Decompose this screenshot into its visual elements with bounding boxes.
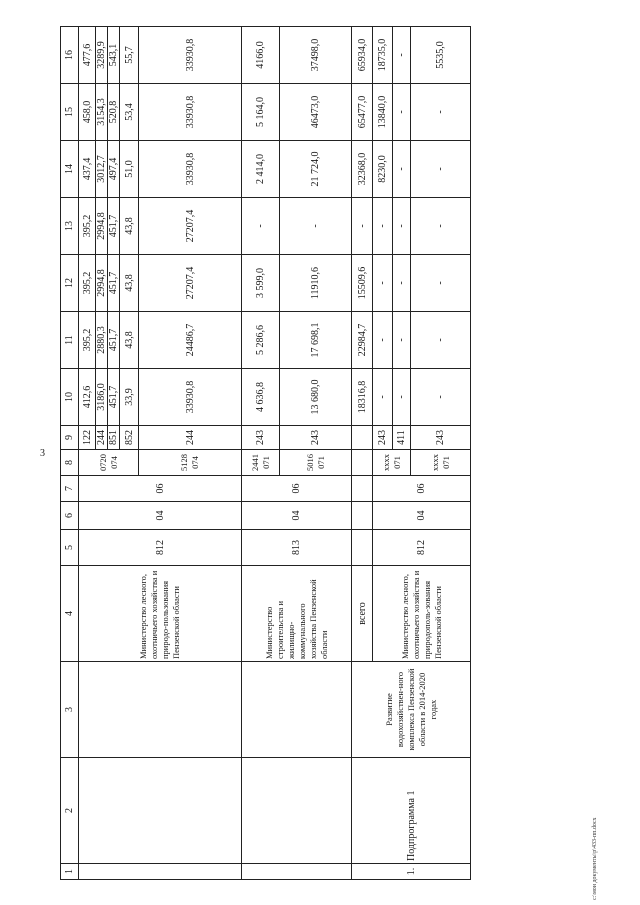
value: 27207,4 xyxy=(139,198,242,255)
code-type: 411 xyxy=(393,426,411,450)
cell xyxy=(242,864,352,880)
value: 51,0 xyxy=(120,141,139,198)
code-subsection: 06 xyxy=(79,476,242,502)
footer-path-text: c:\мои документы\р\433-пп.docx xyxy=(592,817,598,900)
col-header: 4 xyxy=(61,566,79,662)
col-header: 6 xyxy=(61,502,79,530)
value: 18735,0 xyxy=(373,27,393,84)
value: - xyxy=(373,198,393,255)
cell xyxy=(352,426,373,450)
value: 8230,0 xyxy=(373,141,393,198)
row-number: 1. xyxy=(352,864,471,880)
col-header: 9 xyxy=(61,426,79,450)
value: - xyxy=(411,312,471,369)
value: 395,2 xyxy=(79,198,96,255)
value: 520,8 xyxy=(108,84,120,141)
rotated-table-canvas xyxy=(60,35,560,880)
total-value: 15509,6 xyxy=(352,255,373,312)
value: 21 724,0 xyxy=(280,141,352,198)
col-header: 11 xyxy=(61,312,79,369)
col-header: 7 xyxy=(61,476,79,502)
table-row xyxy=(242,27,280,880)
code-type: 244 xyxy=(96,426,108,450)
value: 37498,0 xyxy=(280,27,352,84)
value: - xyxy=(393,141,411,198)
value: 2994,8 xyxy=(96,198,108,255)
value: - xyxy=(373,255,393,312)
code-type: 243 xyxy=(280,426,352,450)
value: - xyxy=(411,255,471,312)
value: 3012,7 xyxy=(96,141,108,198)
col-header: 1 xyxy=(61,864,79,880)
value: 3154,3 xyxy=(96,84,108,141)
value: 2 414,0 xyxy=(242,141,280,198)
value: 5 164,0 xyxy=(242,84,280,141)
subprogram-name: Развитие водохозяйствен-ного комплекса Пензенской области в 2014-2020 годах xyxy=(352,662,471,758)
grbs-name: Министерство лесного, охотничьего хозяйства и природо-пользования Пензенской области xyxy=(79,566,242,662)
cell xyxy=(352,476,373,502)
value: 17 698,1 xyxy=(280,312,352,369)
value: 46473,0 xyxy=(280,84,352,141)
value: 4 636,8 xyxy=(242,369,280,426)
code-type: 244 xyxy=(139,426,242,450)
cell xyxy=(352,530,373,566)
total-value: 65477,0 xyxy=(352,84,373,141)
cell xyxy=(352,502,373,530)
table-row xyxy=(352,27,373,880)
value: 33,9 xyxy=(120,369,139,426)
value: 5 286,6 xyxy=(242,312,280,369)
value: 3186,0 xyxy=(96,369,108,426)
page-number: 3 xyxy=(40,448,45,459)
cell xyxy=(352,450,373,476)
value: - xyxy=(393,369,411,426)
code-type: 851 xyxy=(108,426,120,450)
footer-path xyxy=(592,780,602,900)
col-header: 2 xyxy=(61,758,79,864)
value: - xyxy=(411,141,471,198)
col-header: 16 xyxy=(61,27,79,84)
value: 24486,7 xyxy=(139,312,242,369)
total-value: 22984,7 xyxy=(352,312,373,369)
code-target: 5128 074 xyxy=(139,450,242,476)
value: - xyxy=(280,198,352,255)
col-header: 8 xyxy=(61,450,79,476)
value: - xyxy=(411,198,471,255)
total-label: всего xyxy=(352,566,373,662)
col-header: 10 xyxy=(61,369,79,426)
code-type: 243 xyxy=(373,426,393,450)
value: 27207,4 xyxy=(139,255,242,312)
value: 3 599,0 xyxy=(242,255,280,312)
value: 33930,8 xyxy=(139,369,242,426)
value: 477,6 xyxy=(79,27,96,84)
value: 33930,8 xyxy=(139,27,242,84)
grbs-name: Министерство строительства и жилищно-коммунального хозяйства Пензенской области xyxy=(242,566,352,662)
col-header: 13 xyxy=(61,198,79,255)
cell xyxy=(79,758,242,864)
value: 437,4 xyxy=(79,141,96,198)
value: 451,7 xyxy=(108,369,120,426)
code-subsection: 06 xyxy=(242,476,352,502)
code-target: 0720 074 xyxy=(79,450,139,476)
code-target: 5016 071 xyxy=(280,450,352,476)
value: 497,4 xyxy=(108,141,120,198)
value: 33930,8 xyxy=(139,84,242,141)
value: 53,4 xyxy=(120,84,139,141)
code-grbs: 813 xyxy=(242,530,352,566)
col-header: 14 xyxy=(61,141,79,198)
value: 4166,0 xyxy=(242,27,280,84)
header-row xyxy=(61,27,79,880)
value: 3289,9 xyxy=(96,27,108,84)
value: 451,7 xyxy=(108,312,120,369)
value: 55,7 xyxy=(120,27,139,84)
value: 395,2 xyxy=(79,255,96,312)
cell xyxy=(242,758,352,864)
cell xyxy=(79,864,242,880)
value: - xyxy=(411,369,471,426)
cell xyxy=(242,662,352,758)
code-type: 243 xyxy=(411,426,471,450)
value: 2994,8 xyxy=(96,255,108,312)
budget-table xyxy=(60,26,471,880)
subprogram-title: Подпрограмма 1 xyxy=(352,758,471,864)
value: - xyxy=(393,255,411,312)
value: 412,6 xyxy=(79,369,96,426)
value: - xyxy=(393,27,411,84)
table-row xyxy=(79,27,96,880)
code-section: 04 xyxy=(242,502,352,530)
code-grbs: 812 xyxy=(373,530,471,566)
value: - xyxy=(393,84,411,141)
value: - xyxy=(373,369,393,426)
total-value: - xyxy=(352,198,373,255)
total-value: 65934,0 xyxy=(352,27,373,84)
grbs-name: Министерство лесного, охотничьего хозяйства и природополь-зования Пензенской области xyxy=(373,566,471,662)
total-value: 32368,0 xyxy=(352,141,373,198)
code-target: xxxx 071 xyxy=(411,450,471,476)
value: 33930,8 xyxy=(139,141,242,198)
value: - xyxy=(242,198,280,255)
col-header: 15 xyxy=(61,84,79,141)
value: 451,7 xyxy=(108,198,120,255)
code-type: 243 xyxy=(242,426,280,450)
value: - xyxy=(393,312,411,369)
value: 5535,0 xyxy=(411,27,471,84)
value: - xyxy=(373,312,393,369)
code-section: 04 xyxy=(79,502,242,530)
code-target: 2441 071 xyxy=(242,450,280,476)
cell xyxy=(79,662,242,758)
value: - xyxy=(393,198,411,255)
col-header: 12 xyxy=(61,255,79,312)
code-grbs: 812 xyxy=(79,530,242,566)
value: 395,2 xyxy=(79,312,96,369)
value: 13840,0 xyxy=(373,84,393,141)
value: 458,0 xyxy=(79,84,96,141)
value: 2880,3 xyxy=(96,312,108,369)
col-header: 5 xyxy=(61,530,79,566)
code-section: 04 xyxy=(373,502,471,530)
value: 13 680,0 xyxy=(280,369,352,426)
code-subsection: 06 xyxy=(373,476,471,502)
value: 43,8 xyxy=(120,312,139,369)
code-target: xxxx 071 xyxy=(373,450,411,476)
col-header: 3 xyxy=(61,662,79,758)
code-type: 852 xyxy=(120,426,139,450)
value: 451,7 xyxy=(108,255,120,312)
code-type: 122 xyxy=(79,426,96,450)
value: 43,8 xyxy=(120,198,139,255)
total-value: 18316,8 xyxy=(352,369,373,426)
value: 43,8 xyxy=(120,255,139,312)
value: 543,1 xyxy=(108,27,120,84)
value: 11910,6 xyxy=(280,255,352,312)
value: - xyxy=(411,84,471,141)
